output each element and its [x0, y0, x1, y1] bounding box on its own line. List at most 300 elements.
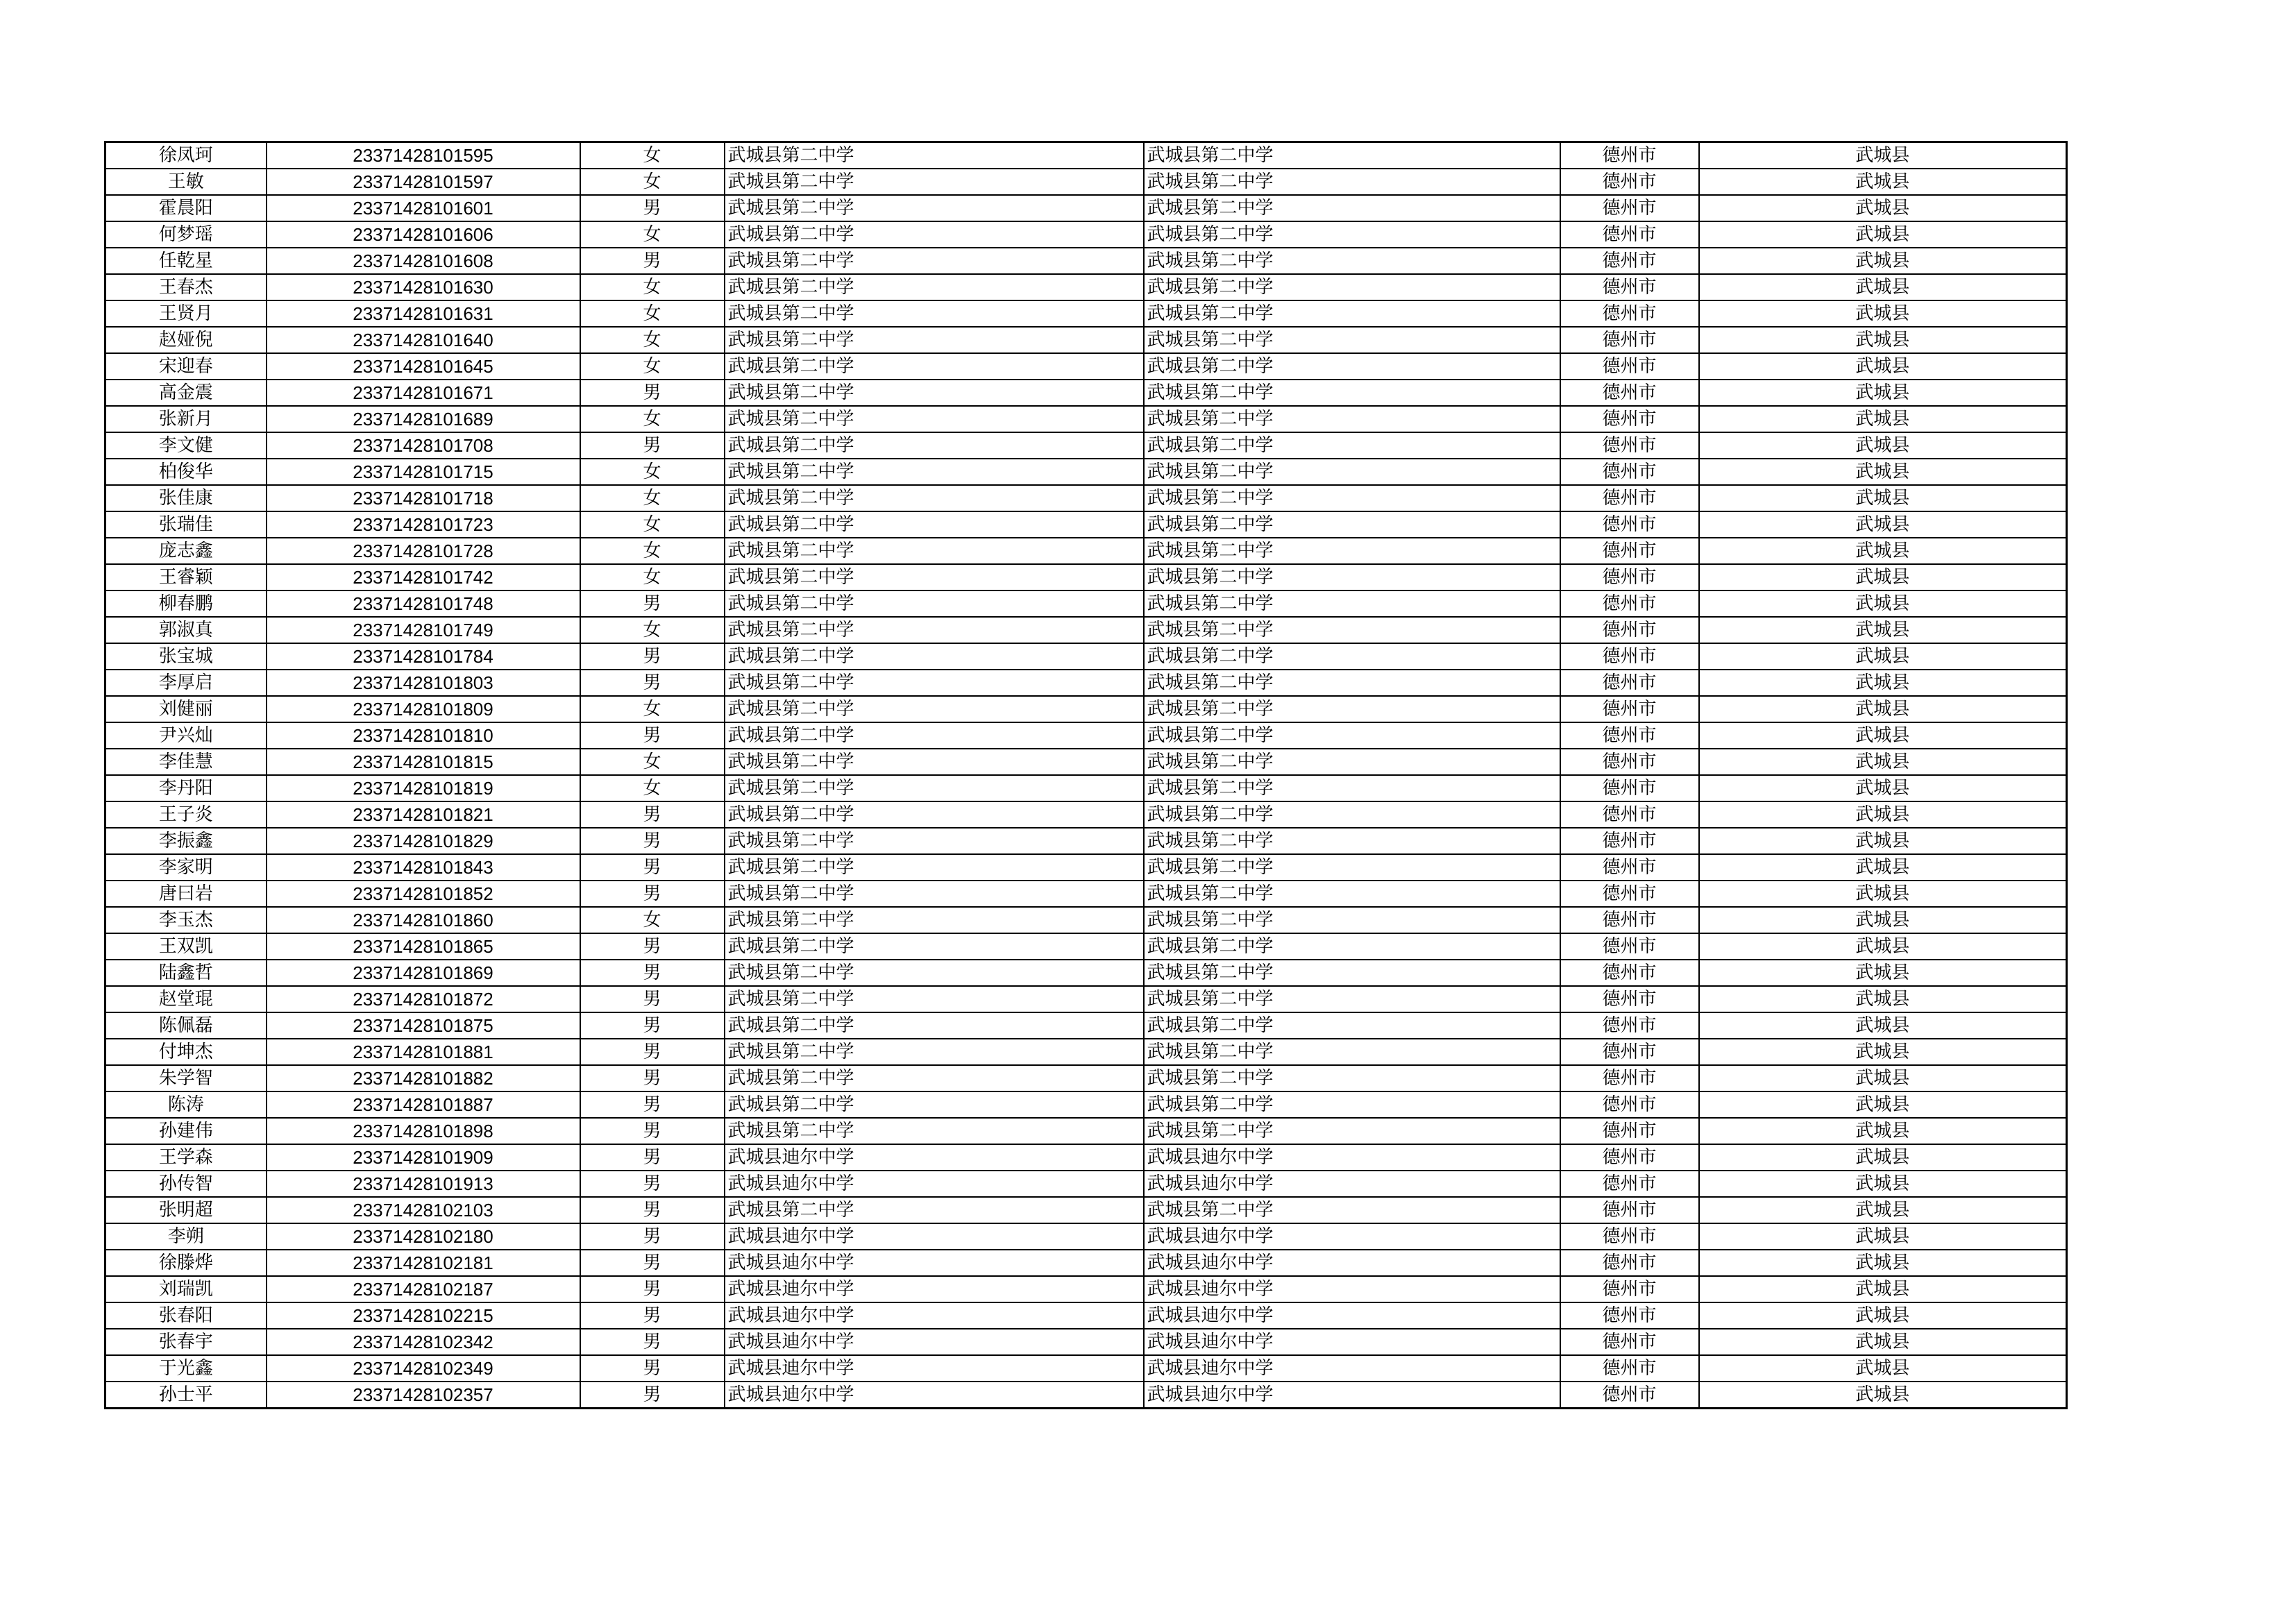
registered-school-cell: 武城县第二中学	[1144, 670, 1560, 696]
table-row	[105, 590, 2067, 617]
table-row	[105, 195, 2067, 221]
registered-school-cell: 武城县第二中学	[1144, 485, 1560, 511]
county-cell: 武城县	[1699, 1171, 2067, 1197]
exam-number-cell: 23371428101860	[267, 907, 580, 933]
city-cell: 德州市	[1560, 169, 1699, 195]
exam-number-cell: 23371428101887	[267, 1091, 580, 1118]
county-cell: 武城县	[1699, 432, 2067, 459]
student-name-cell: 王学森	[105, 1144, 267, 1171]
table-row	[105, 749, 2067, 775]
county-cell: 武城县	[1699, 722, 2067, 749]
registered-school-cell: 武城县第二中学	[1144, 907, 1560, 933]
gender-cell: 男	[580, 1012, 725, 1039]
city-cell: 德州市	[1560, 1091, 1699, 1118]
gender-cell: 男	[580, 670, 725, 696]
gender-cell: 女	[580, 485, 725, 511]
county-cell: 武城县	[1699, 564, 2067, 590]
student-name-cell: 李丹阳	[105, 775, 267, 801]
school-cell: 武城县第二中学	[725, 300, 1144, 327]
exam-number-cell: 23371428101606	[267, 221, 580, 248]
city-cell: 德州市	[1560, 1250, 1699, 1276]
county-cell: 武城县	[1699, 1355, 2067, 1382]
city-cell: 德州市	[1560, 590, 1699, 617]
registered-school-cell: 武城县第二中学	[1144, 380, 1560, 406]
registered-school-cell: 武城县第二中学	[1144, 801, 1560, 828]
student-name-cell: 任乾星	[105, 248, 267, 274]
registered-school-cell: 武城县第二中学	[1144, 828, 1560, 854]
student-name-cell: 李振鑫	[105, 828, 267, 854]
exam-number-cell: 23371428101640	[267, 327, 580, 353]
city-cell: 德州市	[1560, 300, 1699, 327]
school-cell: 武城县第二中学	[725, 406, 1144, 432]
registered-school-cell: 武城县第二中学	[1144, 511, 1560, 538]
student-name-cell: 孙士平	[105, 1382, 267, 1409]
student-name-cell: 王春杰	[105, 274, 267, 300]
city-cell: 德州市	[1560, 142, 1699, 169]
exam-number-cell: 23371428101872	[267, 986, 580, 1012]
student-name-cell: 孙传智	[105, 1171, 267, 1197]
city-cell: 德州市	[1560, 828, 1699, 854]
gender-cell: 男	[580, 1302, 725, 1329]
exam-number-cell: 23371428101749	[267, 617, 580, 643]
exam-number-cell: 23371428101689	[267, 406, 580, 432]
city-cell: 德州市	[1560, 881, 1699, 907]
table-row	[105, 221, 2067, 248]
table-row	[105, 485, 2067, 511]
student-name-cell: 唐曰岩	[105, 881, 267, 907]
city-cell: 德州市	[1560, 670, 1699, 696]
student-name-cell: 霍晨阳	[105, 195, 267, 221]
table-row	[105, 1197, 2067, 1223]
table-row	[105, 1382, 2067, 1409]
student-name-cell: 何梦瑶	[105, 221, 267, 248]
gender-cell: 男	[580, 380, 725, 406]
school-cell: 武城县第二中学	[725, 1039, 1144, 1065]
city-cell: 德州市	[1560, 960, 1699, 986]
gender-cell: 男	[580, 1118, 725, 1144]
registered-school-cell: 武城县第二中学	[1144, 274, 1560, 300]
student-name-cell: 王敏	[105, 169, 267, 195]
student-name-cell: 张宝城	[105, 643, 267, 670]
registered-school-cell: 武城县第二中学	[1144, 327, 1560, 353]
county-cell: 武城县	[1699, 459, 2067, 485]
gender-cell: 男	[580, 1382, 725, 1409]
exam-number-cell: 23371428101852	[267, 881, 580, 907]
city-cell: 德州市	[1560, 696, 1699, 722]
gender-cell: 女	[580, 564, 725, 590]
school-cell: 武城县第二中学	[725, 169, 1144, 195]
registered-school-cell: 武城县第二中学	[1144, 722, 1560, 749]
student-name-cell: 王双凯	[105, 933, 267, 960]
city-cell: 德州市	[1560, 643, 1699, 670]
registered-school-cell: 武城县第二中学	[1144, 617, 1560, 643]
exam-number-cell: 23371428101723	[267, 511, 580, 538]
gender-cell: 男	[580, 1091, 725, 1118]
gender-cell: 女	[580, 353, 725, 380]
school-cell: 武城县迪尔中学	[725, 1144, 1144, 1171]
roster-table	[104, 141, 2068, 1409]
city-cell: 德州市	[1560, 1012, 1699, 1039]
gender-cell: 男	[580, 1171, 725, 1197]
exam-number-cell: 23371428101869	[267, 960, 580, 986]
city-cell: 德州市	[1560, 986, 1699, 1012]
gender-cell: 女	[580, 274, 725, 300]
gender-cell: 男	[580, 1355, 725, 1382]
gender-cell: 男	[580, 1250, 725, 1276]
exam-number-cell: 23371428101671	[267, 380, 580, 406]
school-cell: 武城县第二中学	[725, 801, 1144, 828]
student-name-cell: 张明超	[105, 1197, 267, 1223]
city-cell: 德州市	[1560, 1144, 1699, 1171]
county-cell: 武城县	[1699, 274, 2067, 300]
registered-school-cell: 武城县第二中学	[1144, 775, 1560, 801]
gender-cell: 女	[580, 300, 725, 327]
city-cell: 德州市	[1560, 406, 1699, 432]
gender-cell: 男	[580, 960, 725, 986]
county-cell: 武城县	[1699, 1065, 2067, 1091]
county-cell: 武城县	[1699, 670, 2067, 696]
city-cell: 德州市	[1560, 274, 1699, 300]
school-cell: 武城县迪尔中学	[725, 1382, 1144, 1409]
student-name-cell: 朱学智	[105, 1065, 267, 1091]
registered-school-cell: 武城县第二中学	[1144, 169, 1560, 195]
school-cell: 武城县第二中学	[725, 854, 1144, 881]
registered-school-cell: 武城县迪尔中学	[1144, 1223, 1560, 1250]
gender-cell: 男	[580, 1039, 725, 1065]
student-name-cell: 张佳康	[105, 485, 267, 511]
student-name-cell: 庞志鑫	[105, 538, 267, 564]
gender-cell: 女	[580, 749, 725, 775]
school-cell: 武城县第二中学	[725, 248, 1144, 274]
county-cell: 武城县	[1699, 248, 2067, 274]
school-cell: 武城县第二中学	[725, 1118, 1144, 1144]
county-cell: 武城县	[1699, 1144, 2067, 1171]
registered-school-cell: 武城县第二中学	[1144, 1012, 1560, 1039]
table-row	[105, 248, 2067, 274]
registered-school-cell: 武城县第二中学	[1144, 1065, 1560, 1091]
county-cell: 武城县	[1699, 1250, 2067, 1276]
exam-number-cell: 23371428101748	[267, 590, 580, 617]
table-row	[105, 1302, 2067, 1329]
school-cell: 武城县第二中学	[725, 1197, 1144, 1223]
table-row	[105, 1276, 2067, 1302]
gender-cell: 女	[580, 169, 725, 195]
exam-number-cell: 23371428101843	[267, 854, 580, 881]
student-name-cell: 王贤月	[105, 300, 267, 327]
gender-cell: 女	[580, 459, 725, 485]
gender-cell: 男	[580, 1144, 725, 1171]
table-row	[105, 617, 2067, 643]
county-cell: 武城县	[1699, 933, 2067, 960]
gender-cell: 女	[580, 907, 725, 933]
county-cell: 武城县	[1699, 643, 2067, 670]
school-cell: 武城县第二中学	[725, 1091, 1144, 1118]
student-name-cell: 刘健丽	[105, 696, 267, 722]
county-cell: 武城县	[1699, 775, 2067, 801]
exam-number-cell: 23371428101595	[267, 142, 580, 169]
student-name-cell: 王睿颖	[105, 564, 267, 590]
exam-number-cell: 23371428102349	[267, 1355, 580, 1382]
city-cell: 德州市	[1560, 1276, 1699, 1302]
county-cell: 武城县	[1699, 854, 2067, 881]
table-row	[105, 854, 2067, 881]
table-row	[105, 380, 2067, 406]
gender-cell: 男	[580, 986, 725, 1012]
student-name-cell: 刘瑞凯	[105, 1276, 267, 1302]
school-cell: 武城县迪尔中学	[725, 1355, 1144, 1382]
registered-school-cell: 武城县第二中学	[1144, 933, 1560, 960]
school-cell: 武城县迪尔中学	[725, 1329, 1144, 1355]
city-cell: 德州市	[1560, 221, 1699, 248]
table-row	[105, 1250, 2067, 1276]
gender-cell: 男	[580, 881, 725, 907]
school-cell: 武城县第二中学	[725, 274, 1144, 300]
registered-school-cell: 武城县迪尔中学	[1144, 1250, 1560, 1276]
city-cell: 德州市	[1560, 1302, 1699, 1329]
gender-cell: 男	[580, 1276, 725, 1302]
gender-cell: 男	[580, 643, 725, 670]
school-cell: 武城县第二中学	[725, 142, 1144, 169]
exam-number-cell: 23371428101645	[267, 353, 580, 380]
registered-school-cell: 武城县第二中学	[1144, 1091, 1560, 1118]
student-name-cell: 陈涛	[105, 1091, 267, 1118]
student-name-cell: 李朔	[105, 1223, 267, 1250]
city-cell: 德州市	[1560, 538, 1699, 564]
city-cell: 德州市	[1560, 854, 1699, 881]
table-row	[105, 722, 2067, 749]
table-row	[105, 169, 2067, 195]
county-cell: 武城县	[1699, 511, 2067, 538]
exam-number-cell: 23371428102342	[267, 1329, 580, 1355]
registered-school-cell: 武城县第二中学	[1144, 538, 1560, 564]
table-row	[105, 538, 2067, 564]
registered-school-cell: 武城县迪尔中学	[1144, 1171, 1560, 1197]
county-cell: 武城县	[1699, 1302, 2067, 1329]
county-cell: 武城县	[1699, 617, 2067, 643]
registered-school-cell: 武城县第二中学	[1144, 854, 1560, 881]
gender-cell: 女	[580, 406, 725, 432]
student-name-cell: 郭淑真	[105, 617, 267, 643]
exam-number-cell: 23371428101898	[267, 1118, 580, 1144]
county-cell: 武城县	[1699, 881, 2067, 907]
exam-number-cell: 23371428102181	[267, 1250, 580, 1276]
gender-cell: 女	[580, 142, 725, 169]
county-cell: 武城县	[1699, 1276, 2067, 1302]
student-name-cell: 李厚启	[105, 670, 267, 696]
county-cell: 武城县	[1699, 590, 2067, 617]
city-cell: 德州市	[1560, 722, 1699, 749]
city-cell: 德州市	[1560, 1065, 1699, 1091]
school-cell: 武城县迪尔中学	[725, 1276, 1144, 1302]
table-row	[105, 142, 2067, 169]
table-row	[105, 828, 2067, 854]
county-cell: 武城县	[1699, 1039, 2067, 1065]
exam-number-cell: 23371428101715	[267, 459, 580, 485]
exam-number-cell: 23371428101875	[267, 1012, 580, 1039]
registered-school-cell: 武城县第二中学	[1144, 353, 1560, 380]
exam-number-cell: 23371428101821	[267, 801, 580, 828]
student-name-cell: 柏俊华	[105, 459, 267, 485]
table-row	[105, 1039, 2067, 1065]
table-row	[105, 1355, 2067, 1382]
school-cell: 武城县第二中学	[725, 380, 1144, 406]
table-row	[105, 1144, 2067, 1171]
school-cell: 武城县第二中学	[725, 432, 1144, 459]
student-name-cell: 柳春鹏	[105, 590, 267, 617]
table-row	[105, 327, 2067, 353]
table-row	[105, 907, 2067, 933]
county-cell: 武城县	[1699, 986, 2067, 1012]
table-row	[105, 1012, 2067, 1039]
registered-school-cell: 武城县第二中学	[1144, 195, 1560, 221]
county-cell: 武城县	[1699, 1091, 2067, 1118]
registered-school-cell: 武城县第二中学	[1144, 643, 1560, 670]
student-name-cell: 宋迎春	[105, 353, 267, 380]
city-cell: 德州市	[1560, 775, 1699, 801]
table-row	[105, 1091, 2067, 1118]
exam-number-cell: 23371428101803	[267, 670, 580, 696]
school-cell: 武城县第二中学	[725, 327, 1144, 353]
school-cell: 武城县第二中学	[725, 353, 1144, 380]
exam-number-cell: 23371428101728	[267, 538, 580, 564]
city-cell: 德州市	[1560, 907, 1699, 933]
school-cell: 武城县迪尔中学	[725, 1223, 1144, 1250]
county-cell: 武城县	[1699, 406, 2067, 432]
school-cell: 武城县第二中学	[725, 643, 1144, 670]
table-row	[105, 1223, 2067, 1250]
county-cell: 武城县	[1699, 828, 2067, 854]
registered-school-cell: 武城县迪尔中学	[1144, 1329, 1560, 1355]
exam-number-cell: 23371428102357	[267, 1382, 580, 1409]
school-cell: 武城县第二中学	[725, 1012, 1144, 1039]
table-row	[105, 511, 2067, 538]
school-cell: 武城县第二中学	[725, 907, 1144, 933]
city-cell: 德州市	[1560, 353, 1699, 380]
exam-number-cell: 23371428102103	[267, 1197, 580, 1223]
table-row	[105, 643, 2067, 670]
registered-school-cell: 武城县第二中学	[1144, 406, 1560, 432]
city-cell: 德州市	[1560, 749, 1699, 775]
table-row	[105, 986, 2067, 1012]
school-cell: 武城县第二中学	[725, 696, 1144, 722]
student-name-cell: 尹兴灿	[105, 722, 267, 749]
student-name-cell: 陆鑫哲	[105, 960, 267, 986]
exam-number-cell: 23371428101784	[267, 643, 580, 670]
city-cell: 德州市	[1560, 1171, 1699, 1197]
county-cell: 武城县	[1699, 142, 2067, 169]
table-row	[105, 1171, 2067, 1197]
gender-cell: 女	[580, 696, 725, 722]
registered-school-cell: 武城县第二中学	[1144, 248, 1560, 274]
county-cell: 武城县	[1699, 538, 2067, 564]
county-cell: 武城县	[1699, 1329, 2067, 1355]
school-cell: 武城县第二中学	[725, 485, 1144, 511]
student-name-cell: 徐滕烨	[105, 1250, 267, 1276]
table-row	[105, 670, 2067, 696]
exam-number-cell: 23371428102215	[267, 1302, 580, 1329]
registered-school-cell: 武城县迪尔中学	[1144, 1302, 1560, 1329]
gender-cell: 女	[580, 775, 725, 801]
table-row	[105, 353, 2067, 380]
registered-school-cell: 武城县第二中学	[1144, 986, 1560, 1012]
exam-number-cell: 23371428101708	[267, 432, 580, 459]
school-cell: 武城县第二中学	[725, 590, 1144, 617]
county-cell: 武城县	[1699, 221, 2067, 248]
student-name-cell: 徐凤珂	[105, 142, 267, 169]
exam-number-cell: 23371428101909	[267, 1144, 580, 1171]
exam-number-cell: 23371428101597	[267, 169, 580, 195]
city-cell: 德州市	[1560, 1197, 1699, 1223]
county-cell: 武城县	[1699, 1118, 2067, 1144]
registered-school-cell: 武城县迪尔中学	[1144, 1355, 1560, 1382]
county-cell: 武城县	[1699, 801, 2067, 828]
exam-number-cell: 23371428102187	[267, 1276, 580, 1302]
student-name-cell: 赵堂琨	[105, 986, 267, 1012]
gender-cell: 男	[580, 933, 725, 960]
school-cell: 武城县第二中学	[725, 986, 1144, 1012]
student-name-cell: 赵娅倪	[105, 327, 267, 353]
table-row	[105, 1065, 2067, 1091]
exam-number-cell: 23371428101810	[267, 722, 580, 749]
school-cell: 武城县迪尔中学	[725, 1302, 1144, 1329]
registered-school-cell: 武城县第二中学	[1144, 960, 1560, 986]
exam-number-cell: 23371428101631	[267, 300, 580, 327]
school-cell: 武城县第二中学	[725, 722, 1144, 749]
gender-cell: 男	[580, 1197, 725, 1223]
city-cell: 德州市	[1560, 1223, 1699, 1250]
school-cell: 武城县第二中学	[725, 538, 1144, 564]
county-cell: 武城县	[1699, 907, 2067, 933]
student-name-cell: 张瑞佳	[105, 511, 267, 538]
registered-school-cell: 武城县第二中学	[1144, 1197, 1560, 1223]
student-name-cell: 李佳慧	[105, 749, 267, 775]
school-cell: 武城县第二中学	[725, 617, 1144, 643]
city-cell: 德州市	[1560, 432, 1699, 459]
table-row	[105, 1329, 2067, 1355]
gender-cell: 男	[580, 248, 725, 274]
city-cell: 德州市	[1560, 1118, 1699, 1144]
registered-school-cell: 武城县迪尔中学	[1144, 1276, 1560, 1302]
registered-school-cell: 武城县第二中学	[1144, 696, 1560, 722]
city-cell: 德州市	[1560, 1329, 1699, 1355]
county-cell: 武城县	[1699, 195, 2067, 221]
school-cell: 武城县第二中学	[725, 828, 1144, 854]
school-cell: 武城县第二中学	[725, 775, 1144, 801]
county-cell: 武城县	[1699, 300, 2067, 327]
table-row	[105, 775, 2067, 801]
county-cell: 武城县	[1699, 696, 2067, 722]
student-name-cell: 孙建伟	[105, 1118, 267, 1144]
city-cell: 德州市	[1560, 248, 1699, 274]
student-name-cell: 李文健	[105, 432, 267, 459]
table-row	[105, 274, 2067, 300]
county-cell: 武城县	[1699, 960, 2067, 986]
table-row	[105, 881, 2067, 907]
gender-cell: 男	[580, 195, 725, 221]
exam-number-cell: 23371428101742	[267, 564, 580, 590]
student-name-cell: 张春阳	[105, 1302, 267, 1329]
school-cell: 武城县迪尔中学	[725, 1171, 1144, 1197]
table-row	[105, 933, 2067, 960]
table-row	[105, 801, 2067, 828]
exam-number-cell: 23371428102180	[267, 1223, 580, 1250]
city-cell: 德州市	[1560, 617, 1699, 643]
student-name-cell: 陈佩磊	[105, 1012, 267, 1039]
city-cell: 德州市	[1560, 485, 1699, 511]
city-cell: 德州市	[1560, 1039, 1699, 1065]
city-cell: 德州市	[1560, 1382, 1699, 1409]
student-name-cell: 付坤杰	[105, 1039, 267, 1065]
